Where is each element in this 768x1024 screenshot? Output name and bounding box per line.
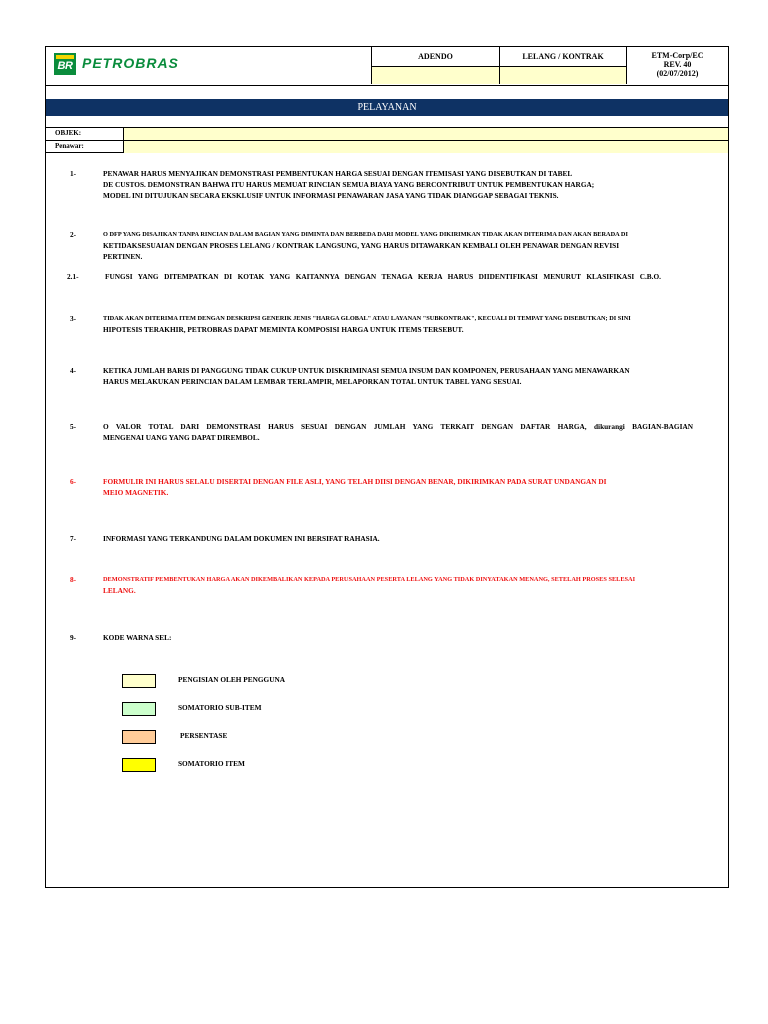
penawar-label: Penawar: (55, 142, 84, 150)
item-number: 4- (70, 366, 77, 375)
legend-label: PENGISIAN OLEH PENGGUNA (178, 675, 286, 684)
item-text (103, 365, 715, 387)
item-number: 9- (70, 633, 77, 642)
item-line: MODEL INI DITUJUKAN SECARA EKSKLUSIF UNTUK INFORMASI PENAWARAN JASA YANG TIDAK DIANGGAP SEBAGAI TEKNIS. (103, 191, 559, 200)
process-input[interactable] (499, 67, 626, 84)
penawar-input[interactable] (123, 140, 728, 153)
item-line: DE CUSTOS. DEMONSTRAN BAHWA ITU HARUS MEMUAT RINCIAN SEMUA BIAYA YANG BERCONTRIBUT UNTUK PEMBENTUKAN HARGA; (103, 180, 595, 189)
legend-item-sum (122, 758, 442, 774)
item-line: TIDAK AKAN DITERIMA ITEM DENGAN DESKRIPSI GENERIK JENIS "HARGA GLOBAL" ATAU LAYANAN "SUBKONTRAK", KECUALI DI TEMPAT YANG DISEBUTKAN; DI SINI (103, 315, 631, 322)
item-number: 7- (70, 534, 77, 543)
logo-mark-text: BR (57, 60, 73, 72)
item-line: DEMONSTRATIF PEMBENTUKAN HARGA AKAN DIKEMBALIKAN KEPADA PERUSAHAAN PESERTA LELANG YANG TIDAK DINYATAKAN MENANG, SETELAH PROSES SELESAI (103, 576, 636, 583)
process-label: LELANG / KONTRAK (499, 47, 626, 67)
item-text (103, 476, 715, 498)
item-line: PENAWAR HARUS MENYAJIKAN DEMONSTRASI PEMBENTUKAN HARGA SESUAI DENGAN ITEMISASI YANG DISEBUTKAN DI TABEL (103, 169, 573, 178)
item-line: MEIO MAGNETIK. (103, 488, 169, 497)
logo-yellow-bar (56, 55, 74, 59)
item-text (103, 229, 715, 262)
legend-label: SOMATORIO SUB-ITEM (178, 703, 262, 712)
item-line: KETIDAKSESUAIAN DENGAN PROSES LELANG / KONTRAK LANGSUNG, YANG HARUS DITAWARKAN KEMBALI OLEH PENAWAR DENGAN REVISI (103, 241, 620, 250)
legend-percentage (122, 730, 442, 746)
document-frame (45, 46, 729, 888)
item-line: HARUS MELAKUKAN PERINCIAN DALAM LEMBAR TERLAMPIR, MELAPORKAN TOTAL UNTUK TABEL YANG SESUAI. (103, 377, 522, 386)
item-line: KODE WARNA SEL: (103, 633, 172, 642)
item-number: 2- (70, 230, 77, 239)
item-text (103, 574, 715, 596)
revision-number: REV. 40 (663, 60, 692, 69)
item-text (103, 421, 693, 443)
brand-name: PETROBRAS (82, 55, 179, 71)
item-line: INFORMASI YANG TERKANDUNG DALAM DOKUMEN INI BERSIFAT RAHASIA. (103, 534, 380, 543)
item-line: KETIKA JUMLAH BARIS DI PANGGUNG TIDAK CUKUP UNTUK DISKRIMINASI SEMUA INSUM DAN KOMPONEN, PERUSAHAAN YANG MENAWARKAN (103, 366, 630, 375)
item-text (103, 632, 715, 643)
item-line: FUNGSI YANG DITEMPATKAN DI KOTAK YANG KAITANNYA DENGAN TENAGA KERJA HARUS DIIDENTIFIKASI MENURUT KLASIFIKASI C.B.O. (105, 272, 661, 281)
br-logo-icon (54, 53, 76, 75)
legend-sub-item-sum (122, 702, 442, 718)
item-text (103, 533, 715, 544)
penawar-row (46, 140, 728, 153)
legend-swatch (122, 730, 156, 744)
legend-user-input (122, 674, 442, 690)
item-line: MENGENAI UANG YANG DAPAT DIREMBOL. (103, 433, 260, 442)
item-line: LELANG. (103, 586, 136, 595)
legend-label: SOMATORIO ITEM (178, 759, 245, 768)
item-text (103, 313, 715, 335)
doc-type-input[interactable] (371, 67, 499, 84)
item-number: 2.1- (67, 272, 79, 281)
item-number: 5- (70, 422, 77, 431)
item-line: FORMULIR INI HARUS SELALU DISERTAI DENGAN FILE ASLI, YANG TELAH DIISI DENGAN BENAR, DIKIRIMKAN PADA SURAT UNDANGAN DI (103, 477, 607, 486)
item-line: O VALOR TOTAL DARI DEMONSTRASI HARUS SESUAI DENGAN JUMLAH YANG TERKAIT DENGAN DAFTAR HARGA, dikurangi BAGIAN-BAGIAN (103, 422, 693, 431)
item-line: O DFP YANG DISAJIKAN TANPA RINCIAN DALAM BAGIAN YANG DIMINTA DAN BERBEDA DARI MODEL YANG DIKIRIMKAN TIDAK AKAN DITERIMA DAN AKAN BERADA DI (103, 231, 628, 238)
item-number: 8- (70, 575, 77, 584)
petrobras-logo (52, 51, 352, 79)
item-text (103, 168, 715, 201)
legend-swatch (122, 674, 156, 688)
item-line: PERTINEN. (103, 252, 143, 261)
document-header (46, 47, 728, 86)
revision-block (626, 47, 728, 84)
legend-label: PERSENTASE (180, 731, 228, 740)
item-number: 6- (70, 477, 77, 486)
ref-code: ETM-Corp/EC (651, 51, 704, 60)
item-number: 1- (70, 169, 77, 178)
item-line: HIPOTESIS TERAKHIR, PETROBRAS DAPAT MEMINTA KOMPOSISI HARGA UNTUK ITEMS TERSEBUT. (103, 325, 464, 334)
doc-type-label: ADENDO (371, 47, 499, 67)
legend-swatch (122, 702, 156, 716)
objek-label: OBJEK: (55, 129, 82, 137)
item-text (105, 271, 661, 282)
legend-swatch (122, 758, 156, 772)
objek-row (46, 127, 728, 140)
section-banner: PELAYANAN (46, 99, 728, 116)
revision-date: (02/07/2012) (656, 69, 699, 78)
objek-input[interactable] (123, 127, 728, 140)
item-number: 3- (70, 314, 77, 323)
